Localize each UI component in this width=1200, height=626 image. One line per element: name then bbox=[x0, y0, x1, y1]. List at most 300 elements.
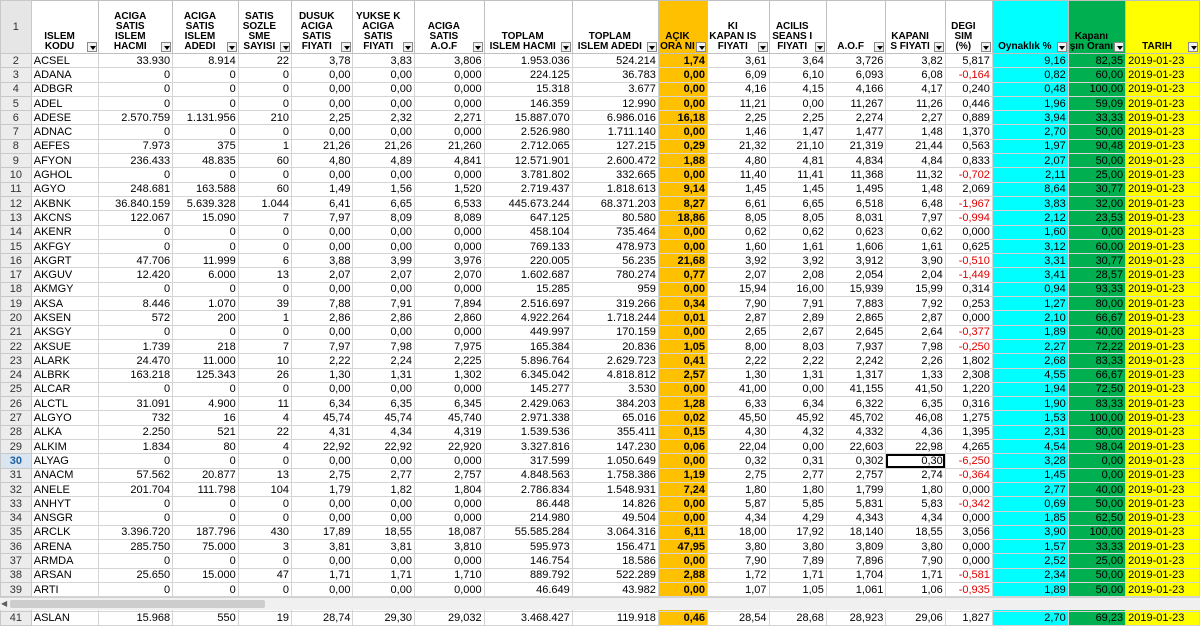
cell[interactable]: 11,267 bbox=[826, 96, 885, 110]
cell-tarih[interactable]: 2019-01-23 bbox=[1126, 54, 1200, 68]
cell[interactable]: 15.318 bbox=[484, 82, 572, 96]
cell[interactable]: 0 bbox=[99, 454, 173, 468]
cell[interactable]: 2,242 bbox=[826, 354, 885, 368]
cell[interactable]: 2,054 bbox=[826, 268, 885, 282]
cell[interactable]: 0,00 bbox=[292, 454, 353, 468]
cell[interactable]: 0,00 bbox=[353, 68, 414, 82]
column-header[interactable] bbox=[886, 1, 945, 54]
cell[interactable]: 1,48 bbox=[886, 125, 945, 139]
filter-dropdown-icon[interactable] bbox=[227, 42, 237, 52]
cell[interactable]: 29,06 bbox=[886, 611, 945, 625]
cell[interactable]: 6,34 bbox=[769, 397, 826, 411]
cell[interactable]: 6,08 bbox=[886, 68, 945, 82]
filter-dropdown-icon[interactable] bbox=[161, 42, 171, 52]
cell[interactable]: 0,000 bbox=[414, 454, 484, 468]
cell-oynaklik[interactable]: 0,94 bbox=[992, 282, 1068, 296]
cell[interactable]: 1,30 bbox=[708, 368, 769, 382]
cell[interactable]: 75.000 bbox=[173, 540, 239, 554]
cell[interactable]: 384.203 bbox=[572, 397, 658, 411]
cell[interactable]: 45,74 bbox=[353, 411, 414, 425]
cell-acik-orani[interactable]: 0,00 bbox=[658, 325, 707, 339]
cell[interactable]: 1,60 bbox=[708, 239, 769, 253]
cell[interactable]: 0,32 bbox=[708, 454, 769, 468]
row-number[interactable]: 31 bbox=[1, 468, 32, 482]
cell-acik-orani[interactable]: 0,41 bbox=[658, 354, 707, 368]
cell[interactable]: 0 bbox=[99, 68, 173, 82]
cell[interactable]: 0 bbox=[238, 554, 291, 568]
cell[interactable]: 0 bbox=[173, 511, 239, 525]
cell[interactable]: 2,86 bbox=[353, 311, 414, 325]
cell-tarih[interactable]: 2019-01-23 bbox=[1126, 196, 1200, 210]
cell-acik-orani[interactable]: 1,74 bbox=[658, 54, 707, 68]
cell[interactable]: 22,98 bbox=[886, 440, 945, 454]
cell[interactable]: 8,089 bbox=[414, 211, 484, 225]
cell-kapanis-orani[interactable]: 33,33 bbox=[1068, 540, 1125, 554]
cell[interactable]: 80.580 bbox=[572, 211, 658, 225]
cell[interactable]: 6,322 bbox=[826, 397, 885, 411]
cell[interactable]: 8,05 bbox=[769, 211, 826, 225]
cell-oynaklik[interactable]: 0,82 bbox=[992, 68, 1068, 82]
cell[interactable]: 3 bbox=[238, 540, 291, 554]
cell[interactable]: 0,000 bbox=[414, 497, 484, 511]
cell-tarih[interactable]: 2019-01-23 bbox=[1126, 411, 1200, 425]
cell[interactable]: 2,64 bbox=[886, 325, 945, 339]
cell[interactable]: 210 bbox=[238, 111, 291, 125]
cell-tarih[interactable]: 2019-01-23 bbox=[1126, 354, 1200, 368]
cell[interactable]: -0,581 bbox=[945, 568, 992, 582]
cell[interactable]: 156.471 bbox=[572, 540, 658, 554]
column-header[interactable] bbox=[708, 1, 769, 54]
cell[interactable]: 7 bbox=[238, 211, 291, 225]
cell[interactable]: 0,833 bbox=[945, 154, 992, 168]
cell-islem-kodu[interactable]: AKSUE bbox=[31, 339, 99, 353]
cell[interactable]: 1,804 bbox=[414, 482, 484, 496]
cell[interactable]: 0,625 bbox=[945, 239, 992, 253]
cell[interactable]: 2.971.338 bbox=[484, 411, 572, 425]
cell[interactable]: 6,41 bbox=[292, 196, 353, 210]
cell[interactable]: 3.064.316 bbox=[572, 525, 658, 539]
cell[interactable]: 3,92 bbox=[769, 254, 826, 268]
cell[interactable]: 1.718.244 bbox=[572, 311, 658, 325]
cell[interactable]: 2,22 bbox=[292, 354, 353, 368]
cell-kapanis-orani[interactable]: 98,04 bbox=[1068, 440, 1125, 454]
cell-tarih[interactable]: 2019-01-23 bbox=[1126, 511, 1200, 525]
row-number[interactable]: 17 bbox=[1, 268, 32, 282]
cell-oynaklik[interactable]: 0,69 bbox=[992, 497, 1068, 511]
cell-tarih[interactable]: 2019-01-23 bbox=[1126, 311, 1200, 325]
cell-kapanis-orani[interactable]: 23,53 bbox=[1068, 211, 1125, 225]
scrollbar-thumb[interactable] bbox=[10, 600, 265, 608]
cell[interactable]: 28,68 bbox=[769, 611, 826, 625]
cell-islem-kodu[interactable]: AFYON bbox=[31, 154, 99, 168]
cell[interactable]: -1,967 bbox=[945, 196, 992, 210]
cell[interactable]: 3.530 bbox=[572, 382, 658, 396]
cell-islem-kodu[interactable]: AEFES bbox=[31, 139, 99, 153]
cell[interactable]: 1,061 bbox=[826, 582, 885, 596]
cell[interactable]: 68.371.203 bbox=[572, 196, 658, 210]
cell[interactable]: 0,00 bbox=[353, 511, 414, 525]
cell-kapanis-orani[interactable]: 25,00 bbox=[1068, 168, 1125, 182]
cell[interactable]: 3,912 bbox=[826, 254, 885, 268]
cell-oynaklik[interactable]: 3,31 bbox=[992, 254, 1068, 268]
cell[interactable]: 4,319 bbox=[414, 425, 484, 439]
cell[interactable]: 7,89 bbox=[769, 554, 826, 568]
cell-kapanis-orani[interactable]: 66,67 bbox=[1068, 368, 1125, 382]
cell-islem-kodu[interactable]: ALYAG bbox=[31, 454, 99, 468]
cell[interactable]: 0 bbox=[99, 125, 173, 139]
cell[interactable]: 18.586 bbox=[572, 554, 658, 568]
cell[interactable]: 1,06 bbox=[886, 582, 945, 596]
cell[interactable]: 11,40 bbox=[708, 168, 769, 182]
cell[interactable]: 33.930 bbox=[99, 54, 173, 68]
cell[interactable]: 25.650 bbox=[99, 568, 173, 582]
cell[interactable]: 0 bbox=[99, 497, 173, 511]
cell[interactable]: 2,22 bbox=[769, 354, 826, 368]
cell[interactable]: 3.396.720 bbox=[99, 525, 173, 539]
cell-acik-orani[interactable]: 0,00 bbox=[658, 454, 707, 468]
row-number[interactable]: 22 bbox=[1, 339, 32, 353]
cell[interactable]: 6,33 bbox=[708, 397, 769, 411]
cell[interactable]: 145.277 bbox=[484, 382, 572, 396]
cell[interactable]: 2,645 bbox=[826, 325, 885, 339]
cell-tarih[interactable]: 2019-01-23 bbox=[1126, 440, 1200, 454]
row-number[interactable]: 33 bbox=[1, 497, 32, 511]
cell[interactable]: 11 bbox=[238, 397, 291, 411]
cell[interactable]: 735.464 bbox=[572, 225, 658, 239]
cell-tarih[interactable]: 2019-01-23 bbox=[1126, 154, 1200, 168]
cell[interactable]: 2,32 bbox=[353, 111, 414, 125]
cell-acik-orani[interactable]: 1,88 bbox=[658, 154, 707, 168]
cell[interactable]: 4,834 bbox=[826, 154, 885, 168]
cell[interactable]: 6,34 bbox=[292, 397, 353, 411]
cell-oynaklik[interactable]: 2,70 bbox=[992, 125, 1068, 139]
cell[interactable]: 5,817 bbox=[945, 54, 992, 68]
cell[interactable]: 6,093 bbox=[826, 68, 885, 82]
cell[interactable]: 0,00 bbox=[353, 282, 414, 296]
cell[interactable]: 521 bbox=[173, 425, 239, 439]
cell[interactable]: 1,61 bbox=[769, 239, 826, 253]
cell-islem-kodu[interactable]: ARTI bbox=[31, 582, 99, 596]
cell[interactable]: 0 bbox=[238, 282, 291, 296]
cell[interactable]: 4,17 bbox=[886, 82, 945, 96]
cell[interactable]: 16,00 bbox=[769, 282, 826, 296]
row-number[interactable]: 14 bbox=[1, 225, 32, 239]
cell[interactable]: 4,80 bbox=[708, 154, 769, 168]
column-header[interactable] bbox=[1126, 1, 1200, 54]
cell[interactable]: 0,000 bbox=[414, 225, 484, 239]
cell-acik-orani[interactable]: 0,00 bbox=[658, 554, 707, 568]
cell[interactable]: 1,275 bbox=[945, 411, 992, 425]
cell[interactable]: 0 bbox=[173, 325, 239, 339]
row-number[interactable]: 18 bbox=[1, 282, 32, 296]
cell[interactable]: 2,225 bbox=[414, 354, 484, 368]
cell[interactable]: 15.887.070 bbox=[484, 111, 572, 125]
cell[interactable]: 7,97 bbox=[886, 211, 945, 225]
cell[interactable]: 46.649 bbox=[484, 582, 572, 596]
cell[interactable]: 5.639.328 bbox=[173, 196, 239, 210]
cell[interactable]: 3.327.816 bbox=[484, 440, 572, 454]
cell[interactable]: 0 bbox=[238, 82, 291, 96]
cell-tarih[interactable]: 2019-01-23 bbox=[1126, 339, 1200, 353]
cell[interactable]: 60 bbox=[238, 154, 291, 168]
filter-dropdown-icon[interactable] bbox=[934, 42, 944, 52]
filter-dropdown-icon[interactable] bbox=[696, 42, 706, 52]
cell-oynaklik[interactable]: 2,31 bbox=[992, 425, 1068, 439]
cell[interactable]: 28,923 bbox=[826, 611, 885, 625]
cell[interactable]: 7 bbox=[238, 339, 291, 353]
row-number[interactable]: 16 bbox=[1, 254, 32, 268]
cell-acik-orani[interactable]: 0,77 bbox=[658, 268, 707, 282]
cell[interactable]: 2,308 bbox=[945, 368, 992, 382]
cell[interactable]: 1,45 bbox=[769, 182, 826, 196]
cell[interactable]: 0 bbox=[238, 511, 291, 525]
filter-dropdown-icon[interactable] bbox=[758, 42, 768, 52]
filter-dropdown-icon[interactable] bbox=[981, 42, 991, 52]
cell[interactable]: 4,36 bbox=[886, 425, 945, 439]
cell[interactable]: 8,03 bbox=[769, 339, 826, 353]
cell[interactable]: 18,140 bbox=[826, 525, 885, 539]
cell-kapanis-orani[interactable]: 50,00 bbox=[1068, 582, 1125, 596]
cell[interactable]: 0,00 bbox=[292, 68, 353, 82]
cell[interactable]: 445.673.244 bbox=[484, 196, 572, 210]
cell[interactable]: 22,04 bbox=[708, 440, 769, 454]
row-number[interactable]: 11 bbox=[1, 182, 32, 196]
column-header[interactable] bbox=[826, 1, 885, 54]
cell[interactable]: 1.131.956 bbox=[173, 111, 239, 125]
cell[interactable]: 572 bbox=[99, 311, 173, 325]
cell[interactable]: 3,806 bbox=[414, 54, 484, 68]
cell-islem-kodu[interactable]: AKSA bbox=[31, 297, 99, 311]
filter-dropdown-icon[interactable] bbox=[815, 42, 825, 52]
cell[interactable]: 4,81 bbox=[769, 154, 826, 168]
cell[interactable]: 2,87 bbox=[886, 311, 945, 325]
cell[interactable]: 3,61 bbox=[708, 54, 769, 68]
cell[interactable]: 4,166 bbox=[826, 82, 885, 96]
cell[interactable]: 6,65 bbox=[353, 196, 414, 210]
cell-oynaklik[interactable]: 1,89 bbox=[992, 582, 1068, 596]
column-header[interactable] bbox=[484, 1, 572, 54]
cell[interactable]: 2.719.437 bbox=[484, 182, 572, 196]
cell-acik-orani[interactable]: 0,15 bbox=[658, 425, 707, 439]
cell-oynaklik[interactable]: 3,28 bbox=[992, 454, 1068, 468]
cell-islem-kodu[interactable]: AKFGY bbox=[31, 239, 99, 253]
cell-oynaklik[interactable]: 1,89 bbox=[992, 325, 1068, 339]
cell-kapanis-orani[interactable]: 25,00 bbox=[1068, 554, 1125, 568]
cell-kapanis-orani[interactable]: 0,00 bbox=[1068, 468, 1125, 482]
cell-kapanis-orani[interactable]: 62,50 bbox=[1068, 511, 1125, 525]
cell-kapanis-orani[interactable]: 0,00 bbox=[1068, 454, 1125, 468]
cell-kapanis-orani[interactable]: 80,00 bbox=[1068, 425, 1125, 439]
cell[interactable]: 0 bbox=[173, 454, 239, 468]
cell-tarih[interactable]: 2019-01-23 bbox=[1126, 297, 1200, 311]
cell[interactable]: 6,533 bbox=[414, 196, 484, 210]
cell[interactable]: 0,000 bbox=[414, 511, 484, 525]
cell-tarih[interactable]: 2019-01-23 bbox=[1126, 111, 1200, 125]
cell[interactable]: 1 bbox=[238, 311, 291, 325]
cell[interactable]: 0,000 bbox=[945, 511, 992, 525]
cell[interactable]: -0,377 bbox=[945, 325, 992, 339]
cell-islem-kodu[interactable]: AKGUV bbox=[31, 268, 99, 282]
cell[interactable]: 0,62 bbox=[769, 225, 826, 239]
cell[interactable]: 3,80 bbox=[769, 540, 826, 554]
cell[interactable]: 15,939 bbox=[826, 282, 885, 296]
cell-islem-kodu[interactable]: ACSEL bbox=[31, 54, 99, 68]
cell[interactable]: 214.980 bbox=[484, 511, 572, 525]
cell[interactable]: 7,91 bbox=[769, 297, 826, 311]
cell[interactable]: 248.681 bbox=[99, 182, 173, 196]
cell[interactable]: 20.836 bbox=[572, 339, 658, 353]
row-number[interactable]: 6 bbox=[1, 111, 32, 125]
cell-kapanis-orani[interactable]: 30,77 bbox=[1068, 182, 1125, 196]
cell[interactable]: 21,260 bbox=[414, 139, 484, 153]
cell[interactable]: 0,000 bbox=[414, 168, 484, 182]
cell[interactable]: 4,332 bbox=[826, 425, 885, 439]
row-number[interactable]: 32 bbox=[1, 482, 32, 496]
cell[interactable]: 147.230 bbox=[572, 440, 658, 454]
cell-kapanis-orani[interactable]: 30,77 bbox=[1068, 254, 1125, 268]
cell[interactable]: 0,00 bbox=[292, 125, 353, 139]
cell[interactable]: 49.504 bbox=[572, 511, 658, 525]
cell[interactable]: 0,00 bbox=[292, 82, 353, 96]
cell[interactable]: 163.588 bbox=[173, 182, 239, 196]
cell-tarih[interactable]: 2019-01-23 bbox=[1126, 125, 1200, 139]
cell[interactable]: 4,34 bbox=[886, 511, 945, 525]
cell[interactable]: 2,27 bbox=[886, 111, 945, 125]
cell-kapanis-orani[interactable]: 100,00 bbox=[1068, 411, 1125, 425]
cell-kapanis-orani[interactable]: 69,23 bbox=[1068, 611, 1125, 625]
cell[interactable]: 4,31 bbox=[292, 425, 353, 439]
cell[interactable]: 0,00 bbox=[353, 325, 414, 339]
cell-islem-kodu[interactable]: AKBNK bbox=[31, 196, 99, 210]
cell[interactable]: 6.986.016 bbox=[572, 111, 658, 125]
filter-dropdown-icon[interactable] bbox=[647, 42, 657, 52]
cell-islem-kodu[interactable]: AGYO bbox=[31, 182, 99, 196]
cell[interactable]: 7,894 bbox=[414, 297, 484, 311]
cell[interactable]: 7,91 bbox=[353, 297, 414, 311]
cell-acik-orani[interactable]: 0,00 bbox=[658, 382, 707, 396]
cell[interactable]: 647.125 bbox=[484, 211, 572, 225]
cell-acik-orani[interactable]: 1,28 bbox=[658, 397, 707, 411]
cell-tarih[interactable]: 2019-01-23 bbox=[1126, 139, 1200, 153]
cell[interactable]: 0 bbox=[173, 68, 239, 82]
cell[interactable]: 0,00 bbox=[292, 497, 353, 511]
cell[interactable]: 3,726 bbox=[826, 54, 885, 68]
cell[interactable]: 1,710 bbox=[414, 568, 484, 582]
cell-oynaklik[interactable]: 2,11 bbox=[992, 168, 1068, 182]
cell[interactable]: 39 bbox=[238, 297, 291, 311]
cell[interactable]: 0,62 bbox=[886, 225, 945, 239]
cell[interactable]: 45,740 bbox=[414, 411, 484, 425]
cell[interactable]: -0,164 bbox=[945, 68, 992, 82]
cell[interactable]: 0,00 bbox=[292, 282, 353, 296]
cell-kapanis-orani[interactable]: 32,00 bbox=[1068, 196, 1125, 210]
cell[interactable]: 22,92 bbox=[292, 440, 353, 454]
cell[interactable]: 550 bbox=[173, 611, 239, 625]
cell-tarih[interactable]: 2019-01-23 bbox=[1126, 554, 1200, 568]
cell[interactable]: 19 bbox=[238, 611, 291, 625]
cell[interactable]: 146.359 bbox=[484, 96, 572, 110]
cell[interactable]: 1,799 bbox=[826, 482, 885, 496]
cell[interactable]: 1,45 bbox=[708, 182, 769, 196]
cell-kapanis-orani[interactable]: 83,33 bbox=[1068, 397, 1125, 411]
cell[interactable]: 5,87 bbox=[708, 497, 769, 511]
cell-kapanis-orani[interactable]: 72,50 bbox=[1068, 382, 1125, 396]
row-number[interactable]: 4 bbox=[1, 82, 32, 96]
cell-tarih[interactable]: 2019-01-23 bbox=[1126, 68, 1200, 82]
cell[interactable]: 3,90 bbox=[886, 254, 945, 268]
cell[interactable]: 80 bbox=[173, 440, 239, 454]
cell-acik-orani[interactable]: 0,00 bbox=[658, 511, 707, 525]
cell[interactable]: 0 bbox=[173, 554, 239, 568]
cell[interactable]: 0,00 bbox=[769, 96, 826, 110]
cell[interactable]: 7,98 bbox=[886, 339, 945, 353]
cell[interactable]: 0,000 bbox=[414, 582, 484, 596]
cell[interactable]: 1,07 bbox=[708, 582, 769, 596]
cell[interactable]: 0,000 bbox=[414, 125, 484, 139]
cell[interactable]: 2,67 bbox=[769, 325, 826, 339]
cell[interactable]: 29,032 bbox=[414, 611, 484, 625]
cell[interactable]: 4.900 bbox=[173, 397, 239, 411]
cell[interactable]: 478.973 bbox=[572, 239, 658, 253]
horizontal-scrollbar[interactable] bbox=[0, 597, 1200, 610]
cell[interactable]: 13 bbox=[238, 468, 291, 482]
cell[interactable]: 0,00 bbox=[353, 582, 414, 596]
cell[interactable]: 0,000 bbox=[414, 239, 484, 253]
cell[interactable]: 1.070 bbox=[173, 297, 239, 311]
cell[interactable]: 0,000 bbox=[414, 325, 484, 339]
cell-acik-orani[interactable]: 0,00 bbox=[658, 497, 707, 511]
cell[interactable]: 4.922.264 bbox=[484, 311, 572, 325]
cell[interactable]: 127.215 bbox=[572, 139, 658, 153]
cell-acik-orani[interactable]: 0,34 bbox=[658, 297, 707, 311]
cell[interactable]: 0 bbox=[99, 96, 173, 110]
cell[interactable]: -6,250 bbox=[945, 454, 992, 468]
cell[interactable]: 1.818.613 bbox=[572, 182, 658, 196]
cell-oynaklik[interactable]: 3,94 bbox=[992, 111, 1068, 125]
cell[interactable]: 2,865 bbox=[826, 311, 885, 325]
cell[interactable]: 1,31 bbox=[769, 368, 826, 382]
cell-kapanis-orani[interactable]: 100,00 bbox=[1068, 525, 1125, 539]
cell[interactable]: 5.896.764 bbox=[484, 354, 572, 368]
column-header[interactable] bbox=[173, 1, 239, 54]
cell-islem-kodu[interactable]: ALCAR bbox=[31, 382, 99, 396]
row-number[interactable]: 34 bbox=[1, 511, 32, 525]
cell[interactable]: 0 bbox=[238, 96, 291, 110]
cell[interactable]: 1,477 bbox=[826, 125, 885, 139]
cell[interactable]: 0,000 bbox=[945, 225, 992, 239]
cell[interactable]: 1,71 bbox=[886, 568, 945, 582]
cell[interactable]: 3,810 bbox=[414, 540, 484, 554]
row-number[interactable]: 13 bbox=[1, 211, 32, 225]
cell[interactable]: 6,09 bbox=[708, 68, 769, 82]
cell[interactable]: 1.050.649 bbox=[572, 454, 658, 468]
cell[interactable]: 285.750 bbox=[99, 540, 173, 554]
cell[interactable]: 1,46 bbox=[708, 125, 769, 139]
cell[interactable]: 0,00 bbox=[353, 454, 414, 468]
cell-oynaklik[interactable]: 4,55 bbox=[992, 368, 1068, 382]
cell-oynaklik[interactable]: 2,10 bbox=[992, 311, 1068, 325]
cell[interactable]: 11,32 bbox=[886, 168, 945, 182]
cell[interactable]: 8.446 bbox=[99, 297, 173, 311]
cell[interactable]: 13 bbox=[238, 268, 291, 282]
cell[interactable]: 7.973 bbox=[99, 139, 173, 153]
cell-kapanis-orani[interactable]: 40,00 bbox=[1068, 325, 1125, 339]
cell-oynaklik[interactable]: 1,96 bbox=[992, 96, 1068, 110]
cell[interactable]: 1,495 bbox=[826, 182, 885, 196]
cell[interactable]: 146.754 bbox=[484, 554, 572, 568]
cell[interactable]: 0,240 bbox=[945, 82, 992, 96]
cell[interactable]: 0,000 bbox=[945, 540, 992, 554]
